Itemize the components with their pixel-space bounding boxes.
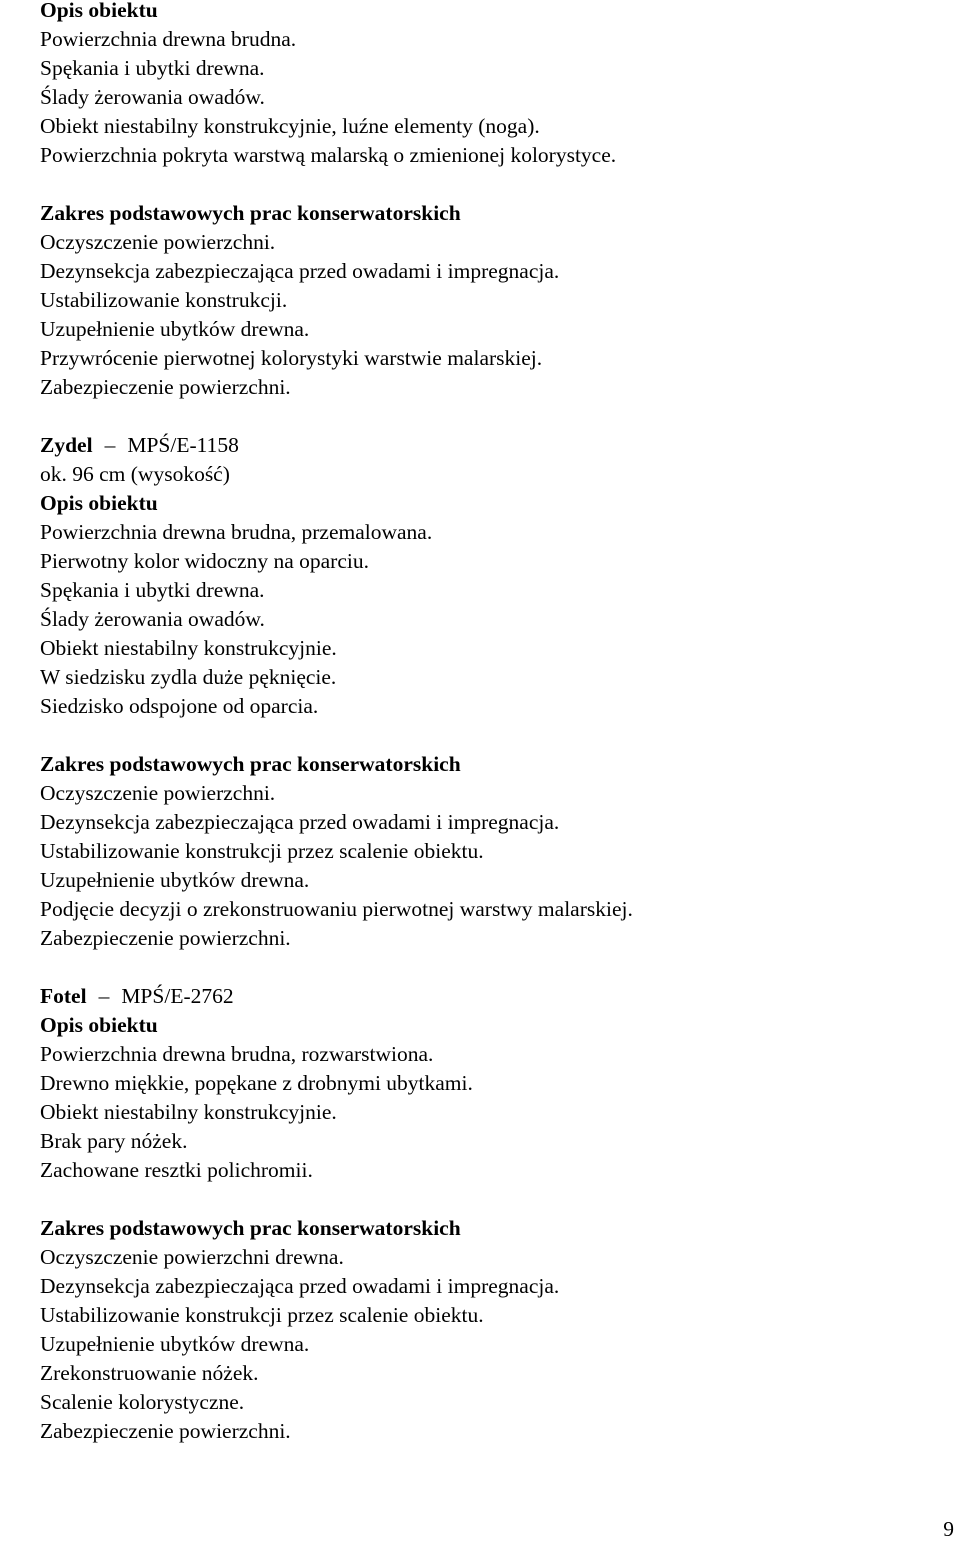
spacer bbox=[40, 402, 960, 431]
opis-list bbox=[40, 1040, 960, 1185]
item-size: ok. 96 cm (wysokość) bbox=[40, 462, 230, 486]
zakres-line: Ustabilizowanie konstrukcji przez scalenie obiektu. bbox=[40, 839, 484, 863]
item-code: MPŚ/E-2762 bbox=[121, 984, 234, 1008]
section-intro bbox=[0, 0, 960, 431]
opis-line: Spękania i ubytki drewna. bbox=[40, 56, 265, 80]
zakres-heading: Zakres podstawowych prac konserwatorskich bbox=[40, 201, 461, 225]
opis-line: Obiekt niestabilny konstrukcyjnie. bbox=[40, 1100, 337, 1124]
opis-line: Powierzchnia drewna brudna, przemalowana. bbox=[40, 520, 433, 544]
opis-line: Drewno miękkie, popękane z drobnymi ubytkami. bbox=[40, 1071, 473, 1095]
zakres-list bbox=[40, 1243, 960, 1446]
zakres-line: Zabezpieczenie powierzchni. bbox=[40, 375, 291, 399]
zakres-line: Oczyszczenie powierzchni drewna. bbox=[40, 1245, 344, 1269]
item-dash: – bbox=[98, 984, 110, 1008]
zakres-line: Uzupełnienie ubytków drewna. bbox=[40, 317, 310, 341]
opis-line: W siedzisku zydla duże pęknięcie. bbox=[40, 665, 337, 689]
opis-list bbox=[40, 25, 960, 170]
zakres-line: Zabezpieczenie powierzchni. bbox=[40, 1419, 291, 1443]
opis-line: Spękania i ubytki drewna. bbox=[40, 578, 265, 602]
opis-line: Obiekt niestabilny konstrukcyjnie. bbox=[40, 636, 337, 660]
zakres-line: Zabezpieczenie powierzchni. bbox=[40, 926, 291, 950]
zakres-line: Oczyszczenie powierzchni. bbox=[40, 781, 276, 805]
item-title bbox=[40, 431, 960, 460]
zakres-line: Dezynsekcja zabezpieczająca przed owadami i impregnacja. bbox=[40, 810, 560, 834]
opis-line: Zachowane resztki polichromii. bbox=[40, 1158, 313, 1182]
opis-heading: Opis obiektu bbox=[40, 1013, 158, 1037]
item-18 bbox=[0, 431, 960, 982]
zakres-list bbox=[40, 228, 960, 402]
opis-line: Siedzisko odspojone od oparcia. bbox=[40, 694, 319, 718]
opis-line: Powierzchnia pokryta warstwą malarską o zmienionej kolorystyce. bbox=[40, 143, 617, 167]
spacer bbox=[40, 953, 960, 982]
zakres-line: Podjęcie decyzji o zrekonstruowaniu pierwotnej warstwy malarskiej. bbox=[40, 897, 633, 921]
opis-line: Ślady żerowania owadów. bbox=[40, 607, 265, 631]
item-code: MPŚ/E-1158 bbox=[127, 433, 239, 457]
opis-line: Pierwotny kolor widoczny na oparciu. bbox=[40, 549, 369, 573]
spacer bbox=[40, 1185, 960, 1214]
zakres-heading: Zakres podstawowych prac konserwatorskich bbox=[40, 752, 461, 776]
opis-line: Ślady żerowania owadów. bbox=[40, 85, 265, 109]
opis-heading: Opis obiektu bbox=[40, 0, 158, 22]
zakres-line: Zrekonstruowanie nóżek. bbox=[40, 1361, 259, 1385]
item-title bbox=[40, 982, 960, 1011]
opis-line: Powierzchnia drewna brudna. bbox=[40, 27, 297, 51]
item-name: Zydel bbox=[40, 433, 93, 457]
zakres-heading: Zakres podstawowych prac konserwatorskich bbox=[40, 1216, 461, 1240]
item-dash: – bbox=[104, 433, 116, 457]
opis-heading: Opis obiektu bbox=[40, 491, 158, 515]
opis-line: Brak pary nóżek. bbox=[40, 1129, 188, 1153]
zakres-line: Przywrócenie pierwotnej kolorystyki warstwie malarskiej. bbox=[40, 346, 543, 370]
zakres-line: Ustabilizowanie konstrukcji przez scalenie obiektu. bbox=[40, 1303, 484, 1327]
opis-list bbox=[40, 518, 960, 721]
opis-line: Powierzchnia drewna brudna, rozwarstwiona. bbox=[40, 1042, 434, 1066]
zakres-line: Dezynsekcja zabezpieczająca przed owadami i impregnacja. bbox=[40, 259, 560, 283]
zakres-line: Scalenie kolorystyczne. bbox=[40, 1390, 245, 1414]
zakres-line: Oczyszczenie powierzchni. bbox=[40, 230, 276, 254]
opis-line: Obiekt niestabilny konstrukcyjnie, luźne elementy (noga). bbox=[40, 114, 540, 138]
spacer bbox=[40, 721, 960, 750]
zakres-line: Dezynsekcja zabezpieczająca przed owadami i impregnacja. bbox=[40, 1274, 560, 1298]
page-number: 9 bbox=[943, 1517, 954, 1541]
item-19 bbox=[0, 982, 960, 1446]
zakres-list bbox=[40, 779, 960, 953]
zakres-line: Ustabilizowanie konstrukcji. bbox=[40, 288, 288, 312]
spacer bbox=[40, 170, 960, 199]
zakres-line: Uzupełnienie ubytków drewna. bbox=[40, 868, 310, 892]
zakres-line: Uzupełnienie ubytków drewna. bbox=[40, 1332, 310, 1356]
item-name: Fotel bbox=[40, 984, 87, 1008]
